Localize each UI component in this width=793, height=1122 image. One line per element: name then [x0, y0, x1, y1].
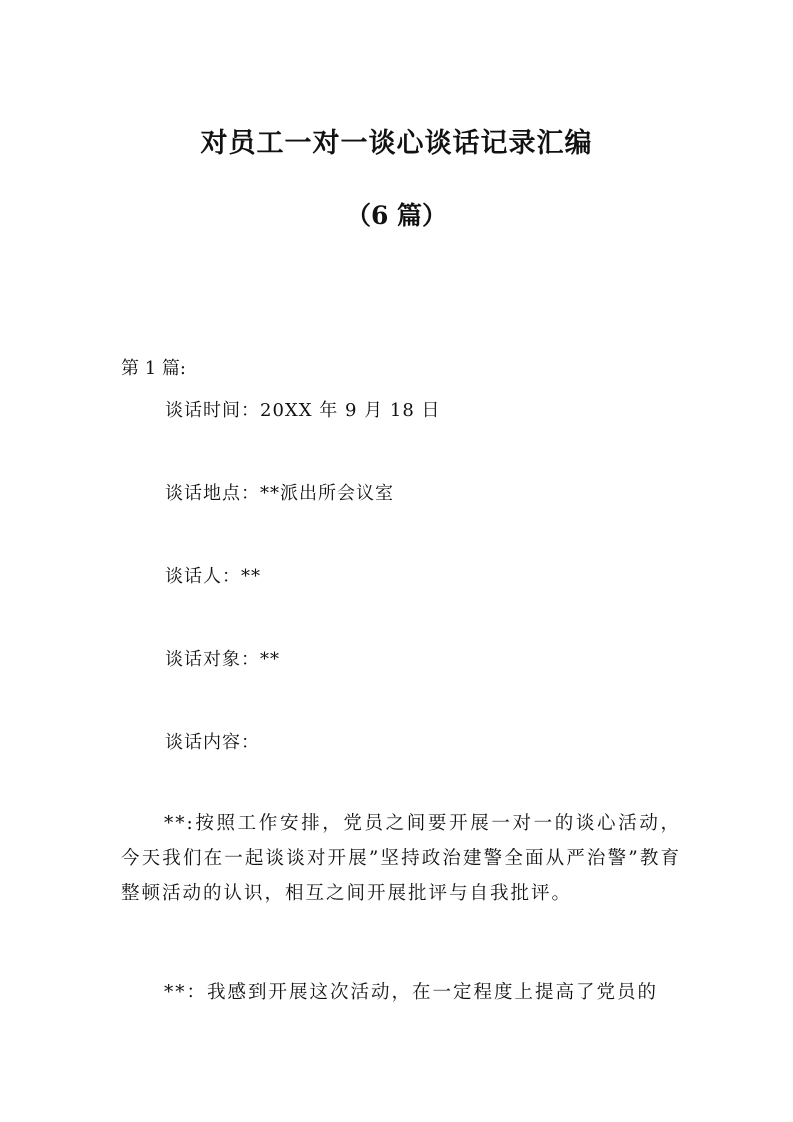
paragraph-text: **：我感到开展这次活动，在一定程度上提高了党员的 [164, 982, 659, 1003]
paragraph [121, 975, 681, 1010]
field-talk-content-label: 谈话内容： [165, 732, 260, 753]
document-subtitle: （6 篇） [345, 201, 448, 230]
document-title: 对员工一对一谈心谈话记录汇编 [200, 128, 593, 159]
paragraph [121, 806, 681, 911]
field-talk-target: 谈话对象：** [165, 649, 280, 670]
section-heading: 第 1 篇: [121, 358, 186, 379]
field-talker: 谈话人：** [165, 566, 261, 587]
field-talk-location: 谈话地点：**派出所会议室 [165, 483, 394, 504]
paragraph-text: **:按照工作安排，党员之间要开展一对一的谈心活动，今天我们在一起谈谈对开展”坚持政治建警全面从严治警”教育整顿活动的认识，相互之间开展批评与自我批评。 [121, 813, 681, 904]
field-talk-time: 谈话时间：20XX 年 9 月 18 日 [165, 400, 441, 421]
